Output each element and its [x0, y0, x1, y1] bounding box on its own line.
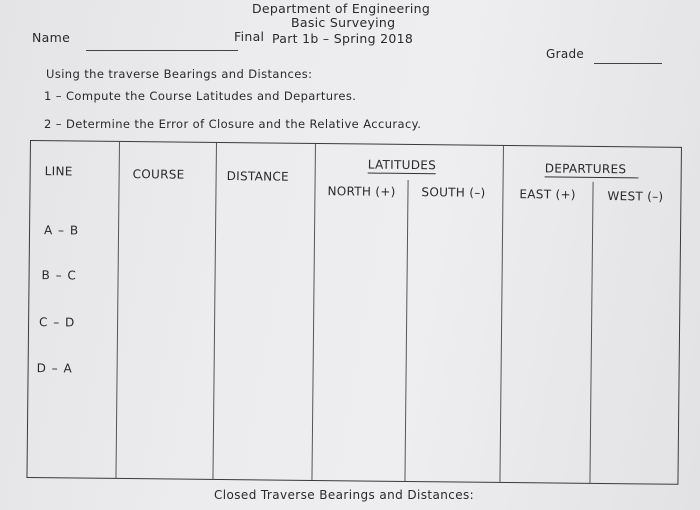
closed-traverse-label: Closed Traverse Bearings and Distances: [214, 488, 475, 502]
col-header-latitudes: LATITUDES [367, 157, 437, 173]
col-header-south: SOUTH (–) [421, 185, 486, 200]
department-title: Department of Engineering [252, 1, 431, 16]
exam-detail: Part 1b – Spring 2018 [272, 31, 414, 46]
row-label-d-a: D – A [36, 361, 73, 376]
name-field-line[interactable] [86, 50, 238, 51]
grade-field-line[interactable] [594, 63, 662, 64]
column-divider [115, 142, 120, 478]
column-divider [404, 180, 408, 481]
row-label-b-c: B – C [41, 268, 77, 283]
col-header-course: COURSE [132, 167, 185, 182]
grade-label: Grade [546, 47, 585, 61]
name-label: Name [32, 30, 71, 45]
instruction-item-1: 1 – Compute the Course Latitudes and Departures. [44, 89, 357, 103]
column-divider [589, 182, 593, 483]
col-header-west: WEST (–) [607, 189, 664, 204]
row-label-a-b: A – B [43, 223, 80, 238]
exam-prefix: Final [234, 29, 265, 44]
column-divider [311, 144, 316, 480]
column-divider [212, 143, 217, 479]
column-divider [499, 146, 504, 482]
col-header-north: NORTH (+) [327, 184, 396, 199]
col-header-distance: DISTANCE [226, 169, 290, 184]
instructions-intro: Using the traverse Bearings and Distances: [46, 67, 313, 81]
course-title: Basic Surveying [291, 15, 396, 30]
col-header-line: LINE [44, 164, 73, 179]
col-header-east: EAST (+) [519, 187, 576, 202]
row-label-c-d: C – D [39, 315, 76, 330]
instruction-item-2: 2 – Determine the Error of Closure and the Relative Accuracy. [44, 117, 422, 131]
col-header-departures: DEPARTURES [545, 161, 639, 178]
traverse-table [26, 140, 682, 485]
